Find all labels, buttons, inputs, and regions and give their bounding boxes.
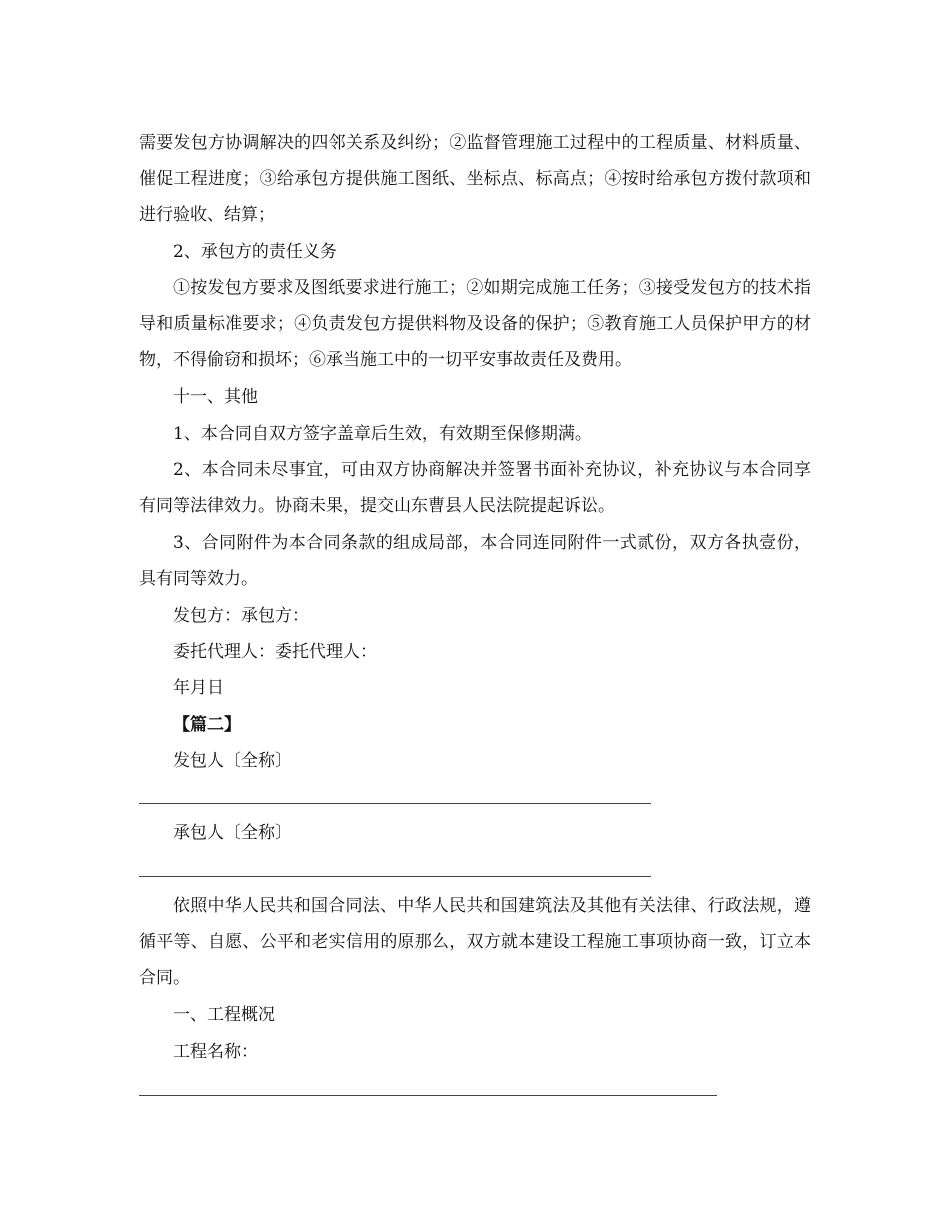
paragraph-clause-2: 2、本合同未尽事宜，可由双方协商解决并签署书面补充协议，补充协议与本合同享有同等法律效力。协商未果，提交山东曹县人民法院提起诉讼。: [139, 460, 811, 516]
paragraph-contractor-duties: ①按发包方要求及图纸要求进行施工；②如期完成施工任务；③接受发包方的技术指导和质量标准要求；④负责发包方提供料物及设备的保护；⑤教育施工人员保护甲方的材物，不得偷窃和损坏；⑥承当施工中的一切平安事故责任及费用。: [139, 278, 811, 370]
heading-other: 十一、其他: [173, 387, 258, 407]
field-project-name-label: 工程名称：: [173, 1042, 258, 1062]
signature-parties: 发包方：承包方：: [173, 606, 309, 626]
paragraph-clause-3: 3、合同附件为本合同条款的组成局部，本合同连同附件一式贰份，双方各执壹份，具有同等效力。: [139, 533, 811, 589]
section-title-part-two: 【篇二】: [173, 715, 241, 735]
field-owner-name-label: 发包人〔全称〕: [173, 751, 292, 771]
owner-name-underline: [139, 803, 651, 804]
signature-agents: 委托代理人：委托代理人：: [173, 642, 377, 662]
heading-contractor-duties: 2、承包方的责任义务: [173, 242, 337, 262]
contractor-name-underline: [139, 876, 651, 877]
signature-date: 年月日: [173, 678, 224, 698]
paragraph-owner-duties-cont: 需要发包方协调解决的四邻关系及纠纷；②监督管理施工过程中的工程质量、材料质量、催促工程进度；③给承包方提供施工图纸、坐标点、标高点；④按时给承包方拨付款项和进行验收、结算；: [139, 133, 811, 225]
heading-project-overview: 一、工程概况: [173, 1005, 275, 1025]
project-name-underline: [139, 1095, 717, 1096]
paragraph-preamble: 依照中华人民共和国合同法、中华人民共和国建筑法及其他有关法律、行政法规，遵循平等、自愿、公平和老实信用的原那么，双方就本建设工程施工事项协商一致，订立本合同。: [139, 896, 811, 988]
paragraph-clause-1: 1、本合同自双方签字盖章后生效，有效期至保修期满。: [173, 424, 592, 444]
field-contractor-name-label: 承包人〔全称〕: [173, 823, 292, 843]
